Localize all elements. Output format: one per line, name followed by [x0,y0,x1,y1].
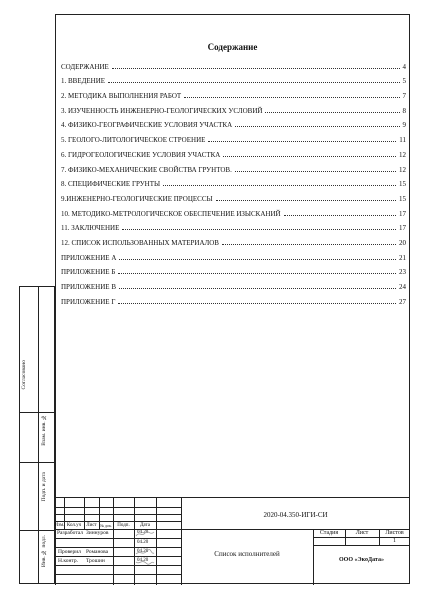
toc-entry-label: СОДЕРЖАНИЕ [61,62,109,71]
toc-dot-leader [223,156,396,157]
toc-entry-label: 7. ФИЗИКО-МЕХАНИЧЕСКИЕ СВОЙСТВА ГРУНТОВ. [61,165,232,174]
header-list: Лист [86,522,97,528]
toc-dot-leader [118,303,396,304]
signature-scribble [135,558,155,566]
header-ndoc: № док. [100,522,112,528]
toc-entry-label: ПРИЛОЖЕНИЕ А [61,253,117,262]
toc-entry-page: 15 [399,180,406,189]
toc-entry-page: 12 [399,150,406,159]
toc-title: Содержание [207,42,258,52]
header-date: Дата [140,522,150,528]
tb-line [55,547,181,548]
toc-entry-label: 2. МЕТОДИКА ВЫПОЛНЕНИЯ РАБОТ [61,92,182,101]
toc-entry-page: 9 [402,121,406,130]
toc-entry-page: 23 [399,268,406,277]
toc-entry [61,129,406,144]
inv-orig-label: Инв. № подл. [41,535,47,568]
toc-entry-page: 17 [399,224,406,233]
toc-dot-leader [235,171,396,172]
table-of-contents [61,56,406,306]
tb-line [313,545,410,546]
row-date: 04.20 [137,549,149,554]
toc-entry [61,218,406,233]
tb-line [55,507,181,508]
toc-dot-leader [216,200,396,201]
toc-entry [61,144,406,159]
toc-entry-label: 4. ФИЗИКО-ГЕОГРАФИЧЕСКИЕ УСЛОВИЯ УЧАСТКА [61,121,233,130]
toc-entry-page: 4 [402,62,406,71]
toc-dot-leader [108,82,399,83]
toc-entry-page: 5 [402,77,406,86]
toc-entry-label: 12. СПИСОК ИСПОЛЬЗОВАННЫХ МАТЕРИАЛОВ [61,238,219,247]
toc-entry [61,232,406,247]
toc-entry [61,276,406,291]
toc-entry-page: 8 [402,106,406,115]
tb-line [55,514,181,515]
toc-entry-page: 24 [399,283,406,291]
signature-scribble [135,549,155,557]
toc-entry-page: 11 [399,136,406,145]
toc-entry-page: 7 [402,92,406,101]
toc-entry-label: 9.ИНЖЕНЕРНО-ГЕОЛОГИЧЕСКИЕ ПРОЦЕССЫ [61,194,213,203]
tb-line [113,498,114,585]
tb-line [55,498,56,585]
toc-entry [61,71,406,86]
toc-entry [61,159,406,174]
sheet-label: Лист [355,530,369,536]
replace-inv-label: Взам. инв. № [41,414,47,446]
toc-entry [61,115,406,130]
row-name: Романова [86,549,109,555]
tb-line [156,498,157,585]
toc-entry-label: ПРИЛОЖЕНИЕ В [61,283,116,291]
doc-name: Список исполнителей [214,550,280,558]
toc-entry [61,174,406,189]
row-name: Трошин [86,558,105,564]
tb-line [55,574,181,575]
toc-entry-label: 8. СПЕЦИФИЧЕСКИЕ ГРУНТЫ [61,180,161,189]
side-divider [19,530,55,531]
title-block [55,497,410,585]
toc-entry-label: 11. ЗАКЛЮЧЕНИЕ [61,224,120,233]
signature-scribble [135,530,155,538]
toc-dot-leader [122,229,396,230]
stage-label: Стадия [319,530,339,536]
doc-code: 2020-04.350-ИГИ-СИ [263,511,328,519]
toc-entry-label: 10. МЕТОДИКО-МЕТРОЛОГИЧЕСКОЕ ОБЕСПЕЧЕНИЕ ИЗЫСКАНИЙ [61,209,281,218]
toc-entry-page: 20 [399,238,406,247]
toc-entry-page: 15 [399,194,406,203]
toc-entry [61,85,406,100]
toc-dot-leader [208,141,396,142]
toc-dot-leader [184,97,399,98]
toc-dot-leader [112,68,400,69]
row-date: 04.20 [137,558,149,563]
toc-entry [61,262,406,277]
toc-entry [61,247,406,262]
tb-line [55,556,181,557]
row-date: 04.20 [137,530,149,535]
toc-entry-label: ПРИЛОЖЕНИЕ Б [61,268,116,277]
toc-entry [61,100,406,115]
toc-entry [61,188,406,203]
organization: ООО «ЭкоДата» [339,557,384,563]
row-role: Проверил [58,549,81,555]
tb-line [55,565,181,566]
side-stamp-outer [19,286,39,584]
toc-dot-leader [119,288,396,289]
toc-entry-label: 5. ГЕОЛОГО-ЛИТОЛОГИЧЕСКОЕ СТРОЕНИЕ [61,136,206,145]
toc-entry-page: 17 [399,209,406,218]
toc-dot-leader [119,259,396,260]
tb-line [55,538,181,539]
row-name: Зиннуров [86,530,109,536]
toc-dot-leader [265,112,399,113]
toc-entry [61,203,406,218]
toc-entry-label: 3. ИЗУЧЕННОСТЬ ИНЖЕНЕРНО-ГЕОЛОГИЧЕСКИХ УСЛОВИЙ [61,106,263,115]
sign-date-label: Подп. и дата [41,472,47,502]
toc-dot-leader [284,215,396,216]
toc-entry-label: ПРИЛОЖЕНИЕ Г [61,297,116,306]
agreed-label: Согласовано [21,360,27,390]
toc-entry-label: 6. ГИДРОГЕОЛОГИЧЕСКИЕ УСЛОВИЯ УЧАСТКА [61,150,221,159]
toc-entry-page: 21 [399,253,406,262]
header-izm: Изм. [54,522,65,528]
side-divider [19,462,55,463]
row-role: Н.контр. [58,558,79,564]
toc-entry [61,291,406,306]
header-kol: Кол.уч [66,522,82,528]
toc-entry [61,56,406,71]
sheets-label: Листов [385,530,404,536]
row-role: Разработал [57,530,84,536]
side-divider [19,412,55,413]
toc-dot-leader [118,273,396,274]
row-date: 04.20 [137,540,149,545]
sheet-value: 1 [393,538,396,544]
toc-entry-page: 27 [399,297,406,306]
toc-dot-leader [235,126,399,127]
toc-entry-label: 1. ВВЕДЕНИЕ [61,77,106,86]
toc-dot-leader [163,185,396,186]
tb-line [134,498,135,585]
toc-entry-page: 12 [399,165,406,174]
toc-dot-leader [222,244,396,245]
header-podp: Подп. [117,522,130,528]
